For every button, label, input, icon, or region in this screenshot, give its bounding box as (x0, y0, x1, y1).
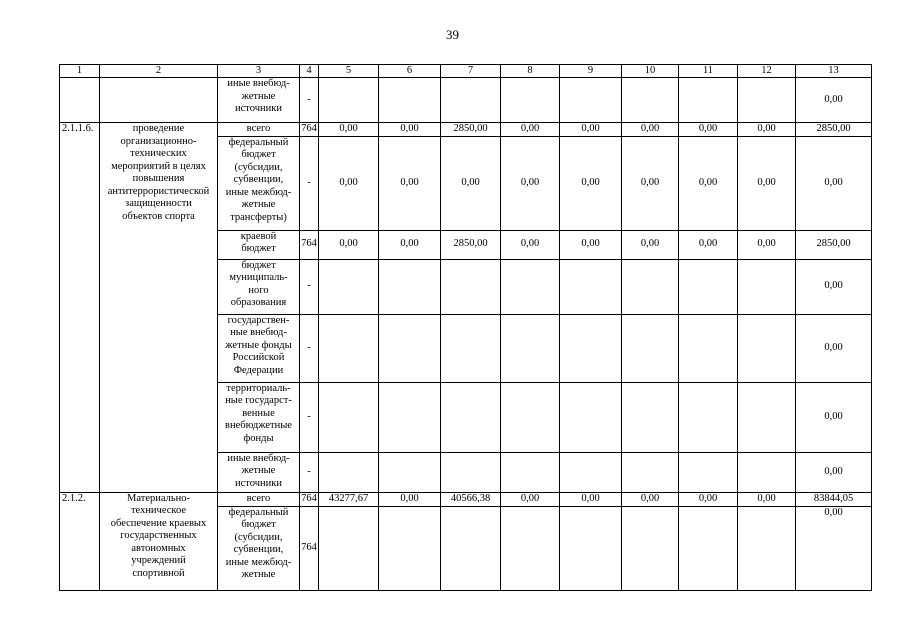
budget-table (59, 64, 872, 591)
value-cell (738, 78, 796, 123)
value-cell (441, 506, 501, 590)
value-cell (679, 314, 738, 382)
value-cell: 40566,38 (441, 492, 501, 506)
value-cell: 0,00 (441, 136, 501, 230)
value-cell: 0,00 (738, 492, 796, 506)
value-cell: 0,00 (560, 123, 622, 137)
value-cell: 0,00 (679, 492, 738, 506)
row-total: 0,00 (796, 382, 872, 452)
header-cell: 9 (560, 65, 622, 78)
row-source: бюджет муниципаль- ного образования (218, 259, 300, 314)
row-name: Материально- техническое обеспечение краевых государственных автономных учреждений спортивной (100, 492, 218, 590)
value-cell: 0,00 (622, 123, 679, 137)
value-cell (622, 506, 679, 590)
header-cell: 6 (379, 65, 441, 78)
value-cell: 0,00 (501, 492, 560, 506)
value-cell (738, 259, 796, 314)
value-cell: 0,00 (379, 492, 441, 506)
value-cell: 0,00 (622, 492, 679, 506)
row-col4: 764 (300, 506, 319, 590)
table-row (60, 492, 872, 506)
row-source: иные внебюд- жетные источники (218, 452, 300, 492)
row-source: иные внебюд- жетные источники (218, 78, 300, 123)
value-cell (441, 314, 501, 382)
row-source: всего (218, 123, 300, 137)
header-cell: 2 (100, 65, 218, 78)
value-cell: 43277,67 (319, 492, 379, 506)
row-total: 0,00 (796, 136, 872, 230)
value-cell: 0,00 (501, 136, 560, 230)
value-cell: 0,00 (738, 230, 796, 259)
row-source: государствен- ные внебюд- жетные фонды Российской Федерации (218, 314, 300, 382)
row-total: 83844,05 (796, 492, 872, 506)
value-cell (622, 452, 679, 492)
value-cell: 0,00 (622, 136, 679, 230)
value-cell (679, 382, 738, 452)
value-cell (738, 314, 796, 382)
row-col4: 764 (301, 123, 317, 134)
value-cell (319, 259, 379, 314)
value-cell: 0,00 (738, 136, 796, 230)
header-cell: 7 (441, 65, 501, 78)
value-cell (379, 314, 441, 382)
value-cell: 0,00 (379, 136, 441, 230)
value-cell (379, 259, 441, 314)
header-cell: 3 (218, 65, 300, 78)
value-cell (501, 259, 560, 314)
value-cell (319, 506, 379, 590)
value-cell (319, 314, 379, 382)
row-col4: 764 (300, 230, 319, 259)
value-cell (501, 314, 560, 382)
row-total: 2850,00 (796, 123, 872, 137)
row-total: 0,00 (796, 314, 872, 382)
header-cell: 5 (319, 65, 379, 78)
value-cell (679, 259, 738, 314)
value-cell (319, 78, 379, 123)
value-cell: 0,00 (622, 230, 679, 259)
row-col4: - (300, 382, 319, 452)
row-source: краевой бюджет (218, 230, 300, 259)
value-cell: 0,00 (319, 123, 379, 137)
header-cell: 13 (796, 65, 872, 78)
row-col4: - (300, 259, 319, 314)
header-cell: 12 (738, 65, 796, 78)
value-cell: 2850,00 (441, 230, 501, 259)
value-cell (738, 382, 796, 452)
value-cell (622, 314, 679, 382)
row-source: территориаль- ные государст- венные внебюджетные фонды (218, 382, 300, 452)
value-cell: 0,00 (379, 230, 441, 259)
header-cell: 11 (679, 65, 738, 78)
value-cell: 0,00 (379, 123, 441, 137)
header-cell: 10 (622, 65, 679, 78)
header-cell: 4 (300, 65, 319, 78)
value-cell (441, 382, 501, 452)
value-cell (560, 452, 622, 492)
value-cell (622, 259, 679, 314)
row-total: 0,00 (796, 78, 872, 123)
row-name: проведение организационно- технических мероприятий в целях повышения антитеррористической защищенности объектов спорта (100, 123, 218, 493)
value-cell (560, 259, 622, 314)
row-total: 2850,00 (796, 230, 872, 259)
row-code (60, 78, 100, 123)
value-cell (501, 78, 560, 123)
header-cell: 8 (501, 65, 560, 78)
value-cell (501, 506, 560, 590)
value-cell (679, 78, 738, 123)
value-cell (738, 506, 796, 590)
value-cell: 0,00 (679, 136, 738, 230)
value-cell (738, 452, 796, 492)
value-cell: 0,00 (319, 230, 379, 259)
row-code: 2.1.1.6. (60, 123, 100, 493)
value-cell (501, 382, 560, 452)
value-cell: 0,00 (319, 136, 379, 230)
value-cell (441, 78, 501, 123)
value-cell (560, 506, 622, 590)
value-cell (379, 506, 441, 590)
row-col4: - (300, 314, 319, 382)
value-cell (560, 314, 622, 382)
value-cell (319, 382, 379, 452)
value-cell (560, 382, 622, 452)
value-cell: 0,00 (738, 123, 796, 137)
header-cell: 1 (60, 65, 100, 78)
row-code: 2.1.2. (60, 492, 100, 590)
value-cell (560, 78, 622, 123)
row-col4: - (300, 78, 319, 123)
row-total: 0,00 (796, 452, 872, 492)
row-total: 0,00 (796, 506, 872, 590)
value-cell: 0,00 (560, 136, 622, 230)
row-source: федеральный бюджет (субсидии, субвенции, иные межбюд- жетные (218, 506, 300, 590)
value-cell (441, 259, 501, 314)
row-col4: 764 (300, 492, 319, 506)
value-cell: 0,00 (679, 123, 738, 137)
value-cell: 0,00 (501, 123, 560, 137)
row-name (100, 78, 218, 123)
table-row (60, 123, 872, 137)
value-cell: 0,00 (560, 230, 622, 259)
row-col4: - (300, 136, 319, 230)
value-cell (379, 382, 441, 452)
value-cell: 0,00 (679, 230, 738, 259)
value-cell (379, 78, 441, 123)
value-cell (679, 452, 738, 492)
value-cell: 0,00 (560, 492, 622, 506)
header-row (60, 65, 872, 78)
row-total: 0,00 (796, 259, 872, 314)
row-col4: - (300, 452, 319, 492)
value-cell: 2850,00 (441, 123, 501, 137)
row-source: всего (218, 492, 300, 506)
page-number: 39 (446, 27, 459, 42)
value-cell (379, 452, 441, 492)
value-cell (679, 506, 738, 590)
value-cell (319, 452, 379, 492)
value-cell: 0,00 (501, 230, 560, 259)
value-cell (441, 452, 501, 492)
row-source: федеральный бюджет (субсидии, субвенции, иные межбюд- жетные трансферты) (218, 136, 300, 230)
value-cell (622, 78, 679, 123)
table-row (60, 78, 872, 123)
value-cell (622, 382, 679, 452)
value-cell (501, 452, 560, 492)
